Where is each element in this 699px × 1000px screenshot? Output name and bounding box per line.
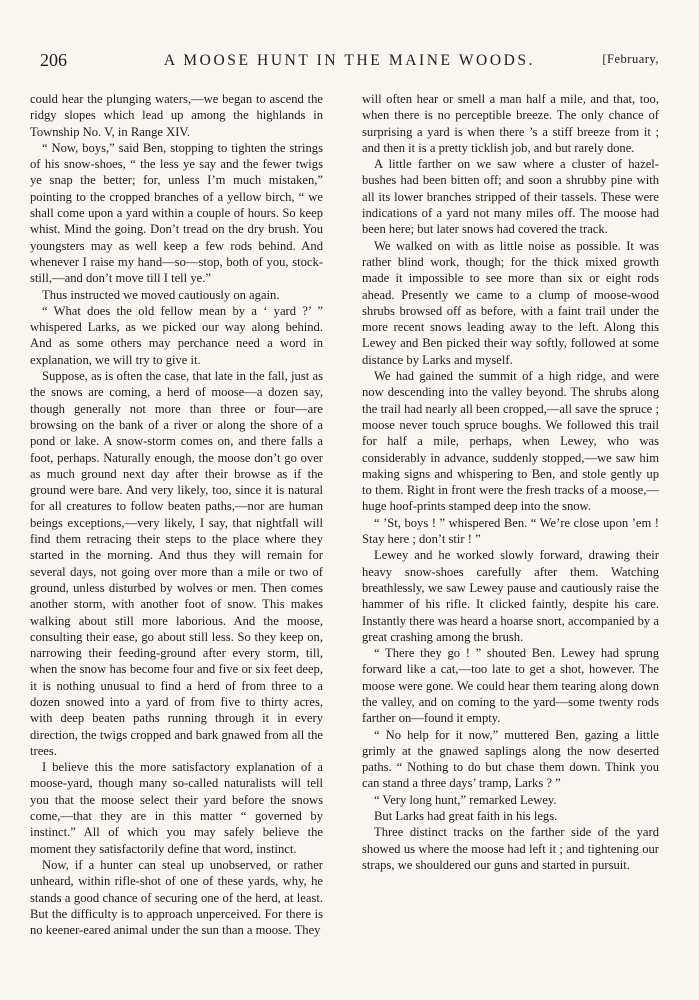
paragraph: “ No help for it now,” muttered Ben, gazing a little grimly at the gnawed saplings along the now deserted paths. “ Nothing to do but chase them down. Think you can stand a three days’ tramp, Larks ? ” [362, 727, 659, 791]
paragraph: Lewey and he worked slowly forward, drawing their heavy snow-shoes carefully after them. Watching breathlessly, we saw Lewey pause and cautiously raise the hammer of his rifle. It clicked faintly, despite his care. Instantly there was heard a hoarse snort, accompanied by a great crashing among the brush. [362, 548, 659, 644]
paragraph: Thus instructed we moved cautiously on again. [42, 287, 280, 302]
paragraph: I believe this the more satisfactory explanation of a moose-yard, though many so-called naturalists will tell you that the moose select their yard before the snows come,—that they are in this matter “ governed by instinct.” All of which you may safely believe the moment they satisfactorily define that word, instinct. [30, 760, 323, 856]
paragraph: could hear the plunging waters,—we began to ascend the ridgy slopes which lead up among the highlands in Township No. V, in Range XIV. [30, 92, 323, 139]
paragraph: Suppose, as is often the case, that late in the fall, just as the snows are coming, a herd of moose—a dozen say, though generally not more than three or four—are browsing on the bank of a river or along the shore of a pond or lake. A snow-storm comes on, and there falls a foot, perhaps. Naturally enough, the moose don’t go over as much ground next day after their browse as if the ground were bare. And very likely, too, since it is natural for all creatures to follow beaten paths,—nor are human beings exceptions,—very likely, I say, that nightfall will find them retracing their steps to the place where they started in the morning. And thus they will remain for several days, not going over more than a mile or two of ground, unless disturbed by wolves or men. Then comes another storm, with another foot of snow. This makes walking about still more laborious. And the moose, consulting their ease, go about still less. So they keep on, narrowing their feeding-ground after every storm, till, when the snow has become four and five or six feet deep, it is nothing unusual to find a herd of from three to a dozen snowed into a yard of from five to thirty acres, with deep beaten paths running through it in every direction, the twigs cropped and bark gnawed from all the trees. [30, 369, 323, 758]
right-column [362, 91, 659, 873]
paragraph: “ What does the old fellow mean by a ‘ yard ?’ ” whispered Larks, as we picked our way along behind. And as some others may perchance need a word in explanation, we will try to give it. [30, 303, 323, 367]
paragraph: Three distinct tracks on the farther side of the yard showed us where the moose had left it ; and tightening our straps, we shouldered our guns and started in pursuit. [362, 825, 659, 872]
paragraph: “ There they go ! ” shouted Ben. Lewey had sprung forward like a cat,—too late to get a shot, however. The moose were gone. We could hear them tearing along down the valley, and on coming to the yard—some twenty rods farther on—found it empty. [362, 646, 659, 726]
left-column [30, 91, 323, 938]
paragraph: will often hear or smell a man half a mile, and that, too, when there is no perceptible breeze. The only chance of surprising a yard is when there ’s a stiff breeze from it ; and then it is a pretty ticklish job, and but rarely done. [362, 92, 659, 155]
paragraph: We had gained the summit of a high ridge, and were now descending into the valley beyond. The shrubs along the trail had nearly all been cropped,—all save the spruce ; moose never touch spruce boughs. We followed this trail for half a mile, perhaps, when Lewey, who was considerably in advance, suddenly stopped,—we saw him making signs and whispering to Ben, and stole gently up to them. Right in front were the fresh tracks of a moose,—huge hoof-prints stamped deep into the snow. [362, 369, 659, 514]
running-month: [February, [602, 52, 659, 66]
paragraph: “ Very long hunt,” remarked Lewey. [374, 792, 557, 807]
paragraph: “ ’St, boys ! ” whispered Ben. “ We’re close upon ’em ! Stay here ; don’t stir ! ” [362, 515, 659, 547]
running-head [40, 50, 659, 74]
running-title: A MOOSE HUNT IN THE MAINE WOODS. [163, 52, 536, 69]
paragraph: A little farther on we saw where a cluster of hazel-bushes had been bitten off; and soon a shrubby pine with all its lower branches stripped of their tassels. These were indications of a yard not many miles off. The moose had been here; but later snows had covered the track. [362, 157, 659, 237]
page-number: 206 [40, 50, 67, 70]
paragraph: “ Now, boys,” said Ben, stopping to tighten the strings of his snow-shoes, “ the less ye say and the fewer twigs ye snap the better; for, unless I’m much mistaken,” pointing to the cropped branches of a yellow birch, “ we shall come upon a yard within a couple of hours. So keep whist. Mind the going. Don’t tread on the dry brush. You youngsters may as well keep a few rods behind. And whenever I raise my hand—so—stop, both of you, stock-still,—and don’t move till I tell ye.” [30, 140, 323, 286]
paragraph: Now, if a hunter can steal up unobserved, or rather unheard, within rifle-shot of one of these yards, why, he stands a good chance of securing one of the herd, at least. But the difficulty is to approach unperceived. For there is no keener-eared animal under the sun than a moose. They [30, 857, 323, 938]
paragraph: But Larks had great faith in his legs. [374, 809, 558, 824]
paragraph: We walked on with as little noise as possible. It was rather blind work, though; for the thick mixed growth made it impossible to see more than six or eight rods ahead. Presently we came to a clump of moose-wood shrubs browsed off as before, with a faint trail under the more recent snows leading away to the left. Along this Lewey and Ben picked their way softly, followed at some distance by Larks and myself. [362, 238, 659, 367]
